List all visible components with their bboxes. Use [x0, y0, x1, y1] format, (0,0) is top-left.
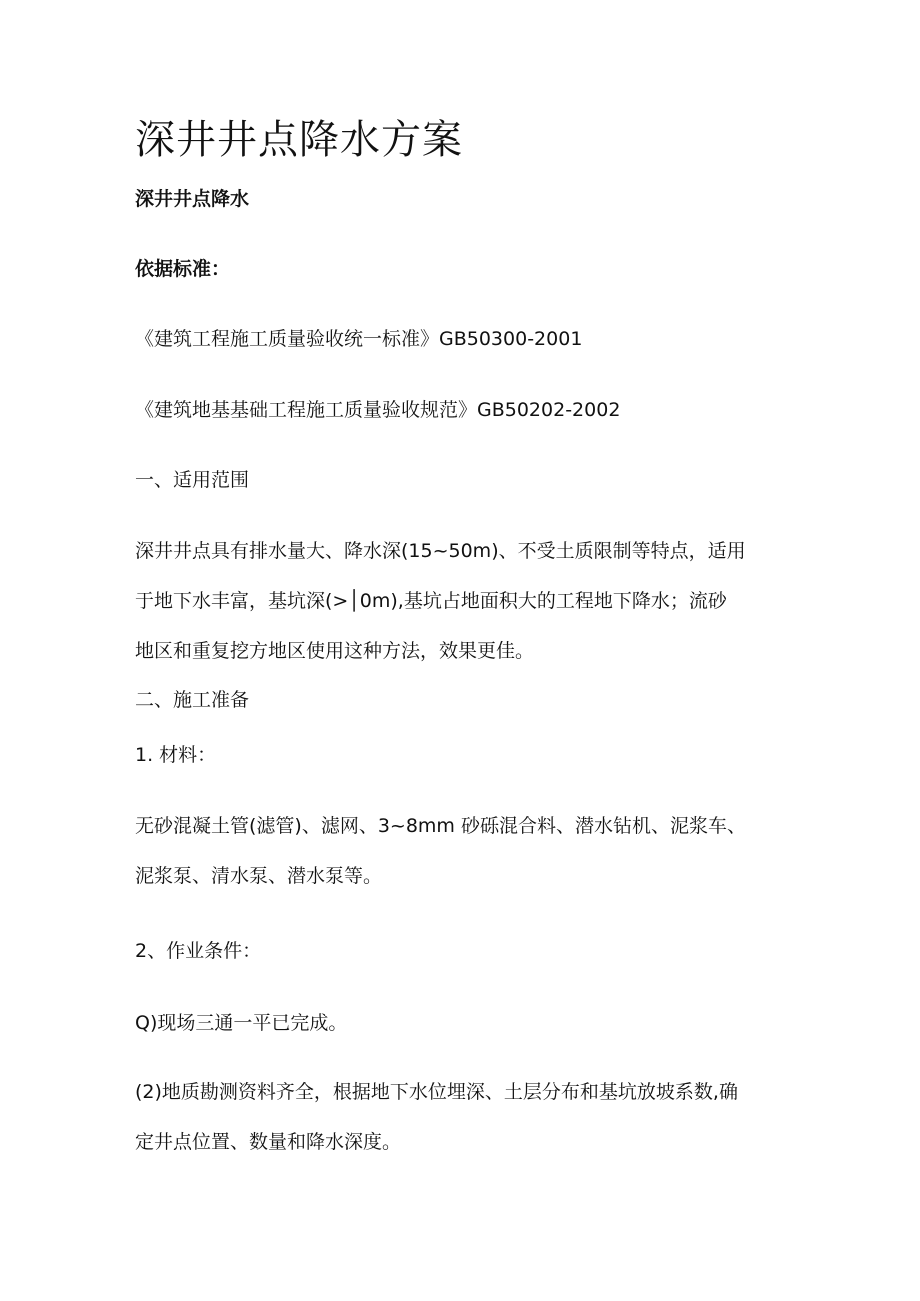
basis-heading: 依据标准： [135, 258, 231, 280]
section-1-text-line-3: 地区和重复挖方地区使用这种方法，效果更佳。 [135, 640, 535, 662]
section-1-heading: 一、适用范围 [135, 469, 250, 491]
condition-2-line-1: (2)地质勘测资料齐全，根据地下水位埋深、土层分布和基坑放坡系数,确 [135, 1081, 738, 1103]
section-2-heading: 二、施工准备 [135, 689, 250, 711]
materials-heading: 1. 材料： [135, 744, 217, 766]
section-1-text-line-1: 深井井点具有排水量大、降水深(15~50m)、不受土质限制等特点，适用 [135, 540, 746, 562]
condition-1: Q)现场三通一平已完成。 [135, 1012, 348, 1034]
section-1-text-line-2: 于地下水丰富，基坑深(>│0m),基坑占地面积大的工程地下降水；流砂 [135, 590, 727, 612]
materials-line-2: 泥浆泵、清水泵、潜水泵等。 [135, 865, 383, 887]
document-subtitle: 深井井点降水 [135, 188, 250, 210]
standard-line-1: 《建筑工程施工质量验收统一标准》GB50300-2001 [135, 328, 583, 350]
document-title: 深井井点降水方案 [135, 117, 463, 163]
condition-2-line-2: 定井点位置、数量和降水深度。 [135, 1131, 402, 1153]
standard-line-2: 《建筑地基基础工程施工质量验收规范》GB50202-2002 [135, 399, 621, 421]
conditions-heading: 2、作业条件： [135, 940, 262, 962]
materials-line-1: 无砂混凝土管(滤管)、滤网、3~8mm 砂砾混合料、潜水钻机、泥浆车、 [135, 815, 746, 837]
